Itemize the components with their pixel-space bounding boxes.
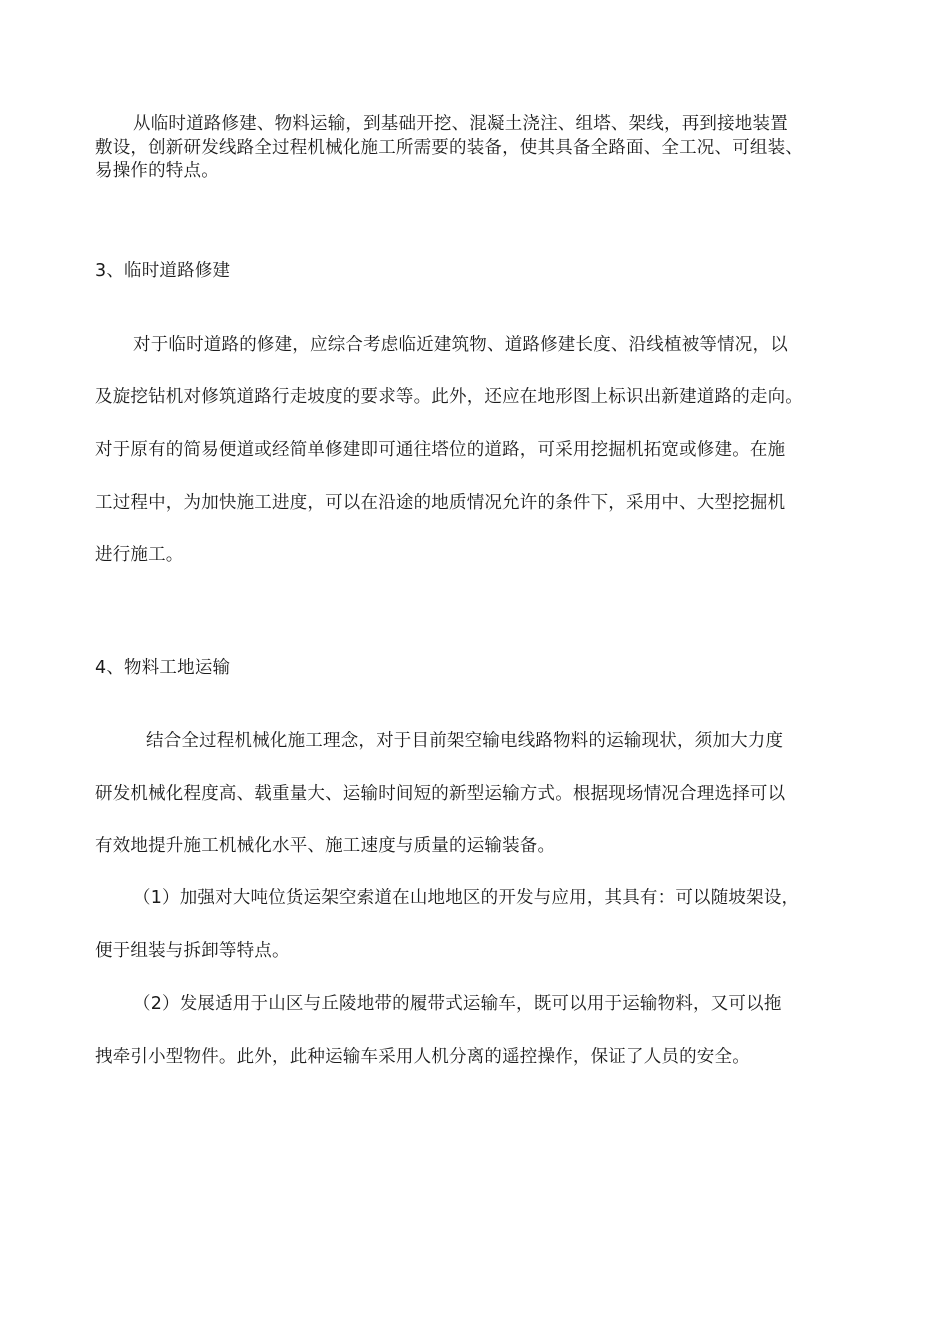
section-4-line-3: 有效地提升施工机械化水平、施工速度与质量的运输装备。 — [95, 836, 556, 856]
section-3-line-3: 对于原有的简易便道或经简单修建即可通往塔位的道路，可采用挖掘机拓宽或修建。在施 — [95, 440, 786, 460]
intro-line-2: 敷设，创新研发线路全过程机械化施工所需要的装备，使其具备全路面、全工况、可组装、 — [95, 138, 803, 158]
section-3-line-2: 及旋挖钻机对修筑道路行走坡度的要求等。此外，还应在地形图上标识出新建道路的走向。 — [95, 387, 803, 407]
section-4-heading: 4、物料工地运输 — [95, 658, 231, 678]
section-3-line-5: 进行施工。 — [95, 545, 184, 565]
item-1-line-2: 便于组装与拆卸等特点。 — [95, 941, 290, 961]
item-1-line-1: （1）加强对大吨位货运架空索道在山地地区的开发与应用，其具有：可以随坡架设， — [133, 888, 800, 908]
section-4-line-2: 研发机械化程度高、载重量大、运输时间短的新型运输方式。根据现场情况合理选择可以 — [95, 784, 786, 804]
section-3-line-1: 对于临时道路的修建，应综合考虑临近建筑物、道路修建长度、沿线植被等情况，以 — [133, 335, 788, 355]
item-2-line-1: （2）发展适用于山区与丘陵地带的履带式运输车，既可以用于运输物料，又可以拖 — [133, 994, 782, 1014]
section-3-heading: 3、临时道路修建 — [95, 261, 231, 281]
intro-line-1: 从临时道路修建、物料运输，到基础开挖、混凝土浇注、组塔、架线，再到接地装置 — [133, 114, 788, 134]
section-4-line-1: 结合全过程机械化施工理念，对于目前架空输电线路物料的运输现状，须加大力度 — [146, 731, 784, 751]
section-3-line-4: 工过程中，为加快施工进度，可以在沿途的地质情况允许的条件下，采用中、大型挖掘机 — [95, 493, 786, 513]
item-2-line-2: 拽牵引小型物件。此外，此种运输车采用人机分离的遥控操作，保证了人员的安全。 — [95, 1047, 750, 1067]
intro-line-3: 易操作的特点。 — [95, 161, 219, 181]
